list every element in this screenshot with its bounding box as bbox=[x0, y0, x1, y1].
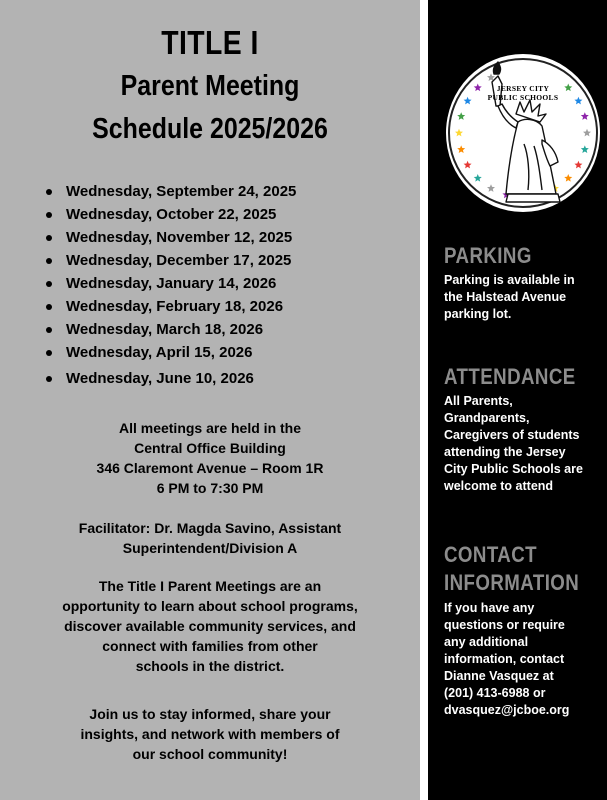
location-line: All meetings are held in the bbox=[118, 420, 302, 436]
bullet-icon bbox=[46, 235, 52, 241]
parking-line: the Halstead Avenue bbox=[444, 290, 567, 304]
parking-line: Parking is available in bbox=[444, 273, 575, 287]
contact-heading: CONTACT bbox=[444, 542, 538, 567]
parking-text bbox=[444, 272, 604, 323]
panel-divider bbox=[420, 0, 428, 800]
meeting-date: Wednesday, April 15, 2026 bbox=[66, 344, 253, 361]
contact-phone: (201) 413-6988 or bbox=[444, 686, 546, 700]
meeting-date: Wednesday, November 12, 2025 bbox=[66, 229, 293, 246]
description-line: opportunity to learn about school programs, bbox=[62, 598, 358, 614]
logo-text-line2: PUBLIC SCHOOLS bbox=[487, 93, 559, 102]
description-line: schools in the district. bbox=[135, 658, 285, 674]
meeting-date: Wednesday, January 14, 2026 bbox=[66, 275, 277, 292]
location-line: 346 Claremont Avenue – Room 1R bbox=[96, 460, 324, 476]
list-item bbox=[46, 203, 296, 226]
meeting-date: Wednesday, March 18, 2026 bbox=[66, 321, 264, 338]
list-item bbox=[46, 295, 296, 318]
schedule-year: Schedule 2025/2026 bbox=[92, 113, 328, 145]
invitation-line: Join us to stay informed, share your bbox=[89, 706, 331, 722]
contact-text bbox=[444, 600, 604, 719]
meeting-time: 6 PM to 7:30 PM bbox=[156, 480, 264, 496]
location-line: Central Office Building bbox=[134, 440, 286, 456]
invitation-line: insights, and network with members of bbox=[80, 726, 340, 742]
attendance-line: City Public Schools are bbox=[444, 462, 583, 476]
bullet-icon bbox=[46, 281, 52, 287]
meeting-date: Wednesday, June 10, 2026 bbox=[66, 370, 254, 387]
list-item bbox=[46, 180, 296, 203]
invitation-block bbox=[0, 704, 420, 764]
description-line: The Title I Parent Meetings are an bbox=[98, 578, 322, 594]
bullet-icon bbox=[46, 212, 52, 218]
facilitator-block bbox=[0, 518, 420, 558]
meeting-date: Wednesday, September 24, 2025 bbox=[66, 183, 297, 200]
school-logo bbox=[446, 54, 600, 212]
attendance-line: All Parents, bbox=[444, 394, 513, 408]
description-line: discover available community services, and bbox=[64, 618, 356, 634]
attendance-line: Caregivers of students bbox=[444, 428, 580, 442]
bullet-icon bbox=[46, 258, 52, 264]
meeting-date: Wednesday, December 17, 2025 bbox=[66, 252, 292, 269]
meeting-date: Wednesday, October 22, 2025 bbox=[66, 206, 277, 223]
meeting-date: Wednesday, February 18, 2026 bbox=[66, 298, 284, 315]
page-subtitle: Parent Meeting bbox=[120, 70, 300, 102]
attendance-heading: ATTENDANCE bbox=[444, 364, 576, 389]
contact-line: information, contact bbox=[444, 652, 565, 666]
facilitator-line: Facilitator: Dr. Magda Savino, Assistant bbox=[78, 520, 342, 536]
list-item bbox=[46, 226, 296, 249]
list-item bbox=[46, 367, 296, 390]
description-line: connect with families from other bbox=[102, 638, 318, 654]
list-item bbox=[46, 249, 296, 272]
attendance-line: Grandparents, bbox=[444, 411, 530, 425]
sidebar-panel bbox=[428, 0, 607, 800]
attendance-line: attending the Jersey bbox=[444, 445, 566, 459]
attendance-line: welcome to attend bbox=[444, 479, 554, 493]
contact-line: any additional bbox=[444, 635, 529, 649]
contact-line: If you have any bbox=[444, 601, 535, 615]
attendance-text bbox=[444, 393, 604, 495]
contact-email: dvasquez@jcboe.org bbox=[444, 703, 570, 717]
statue-of-liberty-icon bbox=[446, 54, 600, 212]
bullet-icon bbox=[46, 304, 52, 310]
parking-heading: PARKING bbox=[444, 243, 532, 268]
bullet-icon bbox=[46, 376, 52, 382]
contact-line: questions or require bbox=[444, 618, 565, 632]
logo-text-line1: JERSEY CITY bbox=[496, 84, 550, 93]
contact-name: Dianne Vasquez at bbox=[444, 669, 554, 683]
list-item bbox=[46, 318, 296, 341]
bullet-icon bbox=[46, 189, 52, 195]
meeting-dates-list bbox=[46, 180, 296, 390]
parking-line: parking lot. bbox=[444, 307, 512, 321]
bullet-icon bbox=[46, 350, 52, 356]
facilitator-line: Superintendent/Division A bbox=[122, 540, 298, 556]
description-block bbox=[0, 576, 420, 676]
contact-heading-line2: INFORMATION bbox=[444, 570, 580, 595]
list-item bbox=[46, 272, 296, 295]
invitation-line: our school community! bbox=[132, 746, 288, 762]
location-block bbox=[0, 418, 420, 498]
page-title: TITLE I bbox=[161, 24, 259, 61]
bullet-icon bbox=[46, 327, 52, 333]
list-item bbox=[46, 341, 296, 364]
